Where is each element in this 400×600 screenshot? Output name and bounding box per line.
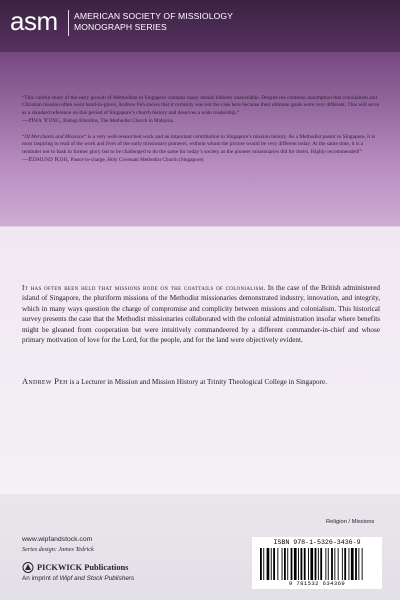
author-bio-text: is a Lecturer in Mission and Mission History at Trinity Theological College in Singapore. — [67, 378, 327, 386]
barcode-box — [252, 537, 382, 589]
endorsement-1-name: —Hwa Yung, — [22, 116, 62, 124]
book-blurb — [22, 283, 380, 345]
barcode-digits: 9 781532 634369 — [288, 580, 346, 587]
header-band — [0, 0, 400, 52]
endorsement-2-name: —Edmund Koh, — [22, 156, 70, 164]
publisher-row — [22, 562, 128, 573]
logo-divider — [68, 10, 69, 36]
series-line-2: MONOGRAPH SERIES — [74, 22, 167, 32]
asm-logo: asm — [10, 6, 58, 36]
publisher-url[interactable]: www.wipfandstock.com — [22, 536, 93, 543]
endorsement-2-role: Pastor-in-charge, Holy Covenant Methodist Church (Singapore) — [70, 157, 204, 164]
imprint-prefix: An imprint of — [22, 575, 60, 582]
endorsements — [22, 95, 380, 173]
category-label: Religion / Missions — [326, 519, 375, 525]
imprint-line — [22, 575, 134, 582]
endorsement-2-attribution — [22, 156, 380, 164]
publisher-name: PICKWICK Publications — [37, 563, 129, 572]
series-design-credit: Series design: James Tedrick — [22, 546, 94, 553]
blurb-lead: It has often been held that missions rode on the coattails of colonialism. — [22, 284, 266, 292]
series-line-1: AMERICAN SOCIETY OF MISSIOLOGY — [74, 11, 233, 21]
endorsement-1-quote: “This careful study of the early growth of Methodism in Singapore contains many details hitherto unavailable. Despite the common assumption that colonialism and Christian mission often went hand-in-glove, Andrew Peh shows that it certainly was not the case here because their ultimate goals were very different. This will serve as a standard reference on this period of Singapore’s church history and deserves a wide readership.” — [22, 95, 380, 116]
blurb-panel — [0, 226, 400, 495]
endorsement-1 — [22, 95, 380, 125]
endorsement-1-role: Bishop Emeritus, The Methodist Church in Malaysia — [63, 117, 173, 124]
blurb-body: In the case of the British administered island of Singapore, the pluriform missions of the Methodist missionaries demonstrated industry, innovation, and integrity, which in many ways question the charge of compromise and complicity between missions and colonialism. This historical survey presents the case that the Methodist missionaries collaborated with the colonial administration insofar where benefits might be gleaned from cooperation but were intuitively commandeered by a different commander-in-chief and whose primary motivation of love for the Lord, for the people, and for the land were objectively evident. — [22, 284, 381, 345]
imprint-name: Wipf and Stock Publishers — [59, 575, 135, 582]
endorsement-2-quote: “Of Merchants and Missions“ is a very well-researched work and an important contribution to Singapore’s mission history. As a Methodist pastor in Singapore, it is most inspiring to read of the work and lives of the early missionary pioneers, without whom the picture would be very different today. At the same time, it is a reminder not to bask in former glory but to be challenged to do the same for today’s society as the pioneer missionaries did for theirs. Highly recommended!” — [22, 134, 376, 155]
author-name: Andrew Peh — [22, 377, 68, 386]
barcode-icon — [256, 548, 378, 580]
endorsement-2 — [22, 134, 380, 164]
pickwick-logo-icon — [22, 562, 34, 573]
endorsement-2-quote-body: “ is a very well-researched work and an important contribution to Singapore’s mission history. As a Methodist pastor in Singapore, it is most inspiring to read of the work and lives of the early missionary pioneers, without whom the picture would be very different today. At the same time, it is a reminder not to bask in former glory but to be challenged to do the same for today’s society as the pioneer missionaries did for theirs. Highly recommended!” — [22, 134, 376, 155]
endorsement-1-attribution — [22, 117, 380, 125]
endorsement-2-book-title: Of Merchants and Missions — [24, 134, 84, 141]
isbn-text: ISBN 978-1-5326-3436-9 — [273, 539, 361, 546]
series-name — [74, 11, 233, 33]
author-bio — [22, 377, 380, 387]
